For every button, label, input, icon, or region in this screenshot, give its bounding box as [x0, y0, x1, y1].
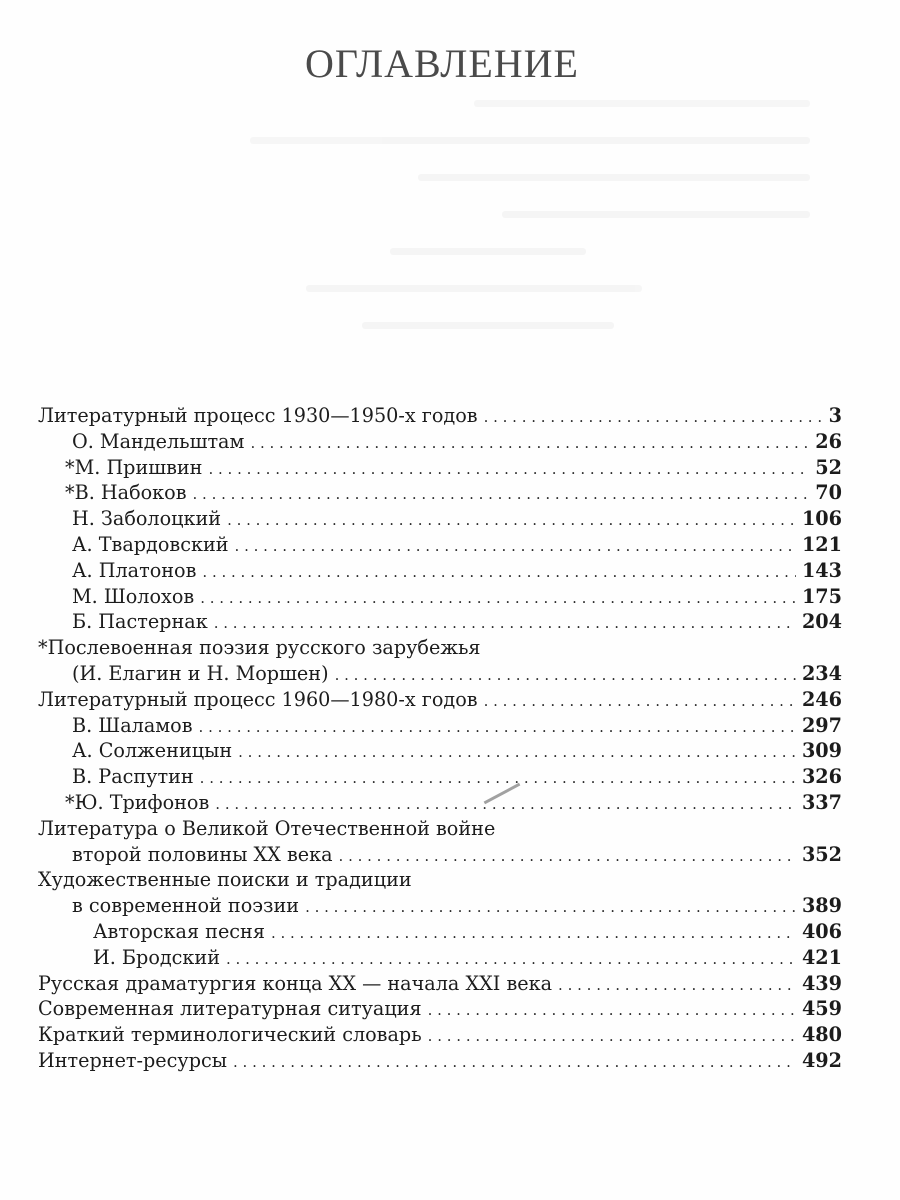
toc-leader-dots [335, 663, 796, 689]
toc-entry [38, 996, 842, 1022]
toc-entry [38, 738, 842, 764]
toc-page-number: 439 [801, 971, 842, 995]
toc-page-number: 389 [801, 894, 842, 918]
toc-entry [38, 455, 842, 481]
toc-entry-label: В. Шаламов [72, 713, 193, 737]
toc-page-number: 106 [801, 507, 842, 531]
toc-entry-label: Авторская песня [93, 919, 265, 943]
toc-entry [38, 764, 842, 790]
toc-page-number: 480 [801, 1023, 842, 1047]
toc-page-number: 246 [801, 687, 842, 711]
toc-leader-dots [214, 611, 796, 637]
toc-page-number: 3 [828, 404, 842, 427]
toc-entry [38, 661, 842, 687]
toc-entry-label: Интернет-ресурсы [38, 1048, 227, 1072]
toc-entry-label: Художественные поиски и традиции [38, 868, 412, 892]
toc-entry-label: А. Солженицын [72, 739, 233, 763]
toc-page-number: 234 [801, 661, 842, 685]
toc-leader-dots [200, 766, 796, 792]
toc-entry [38, 867, 842, 893]
toc-entry-label: Русская драматургия конца XX — начала XXI века [38, 971, 553, 995]
toc-entry [38, 532, 842, 558]
toc-leader-dots [227, 508, 796, 534]
toc-entry [38, 919, 842, 945]
toc-entry-label: Литература о Великой Отечественной войне [38, 816, 496, 840]
page-title: ОГЛАВЛЕНИЕ [305, 41, 579, 86]
toc-leader-dots [339, 844, 796, 870]
toc-leader-dots [250, 431, 809, 457]
toc-entry [38, 635, 842, 661]
toc-leader-dots [271, 921, 796, 947]
table-of-contents [38, 403, 842, 1074]
toc-entry [38, 945, 842, 971]
toc-page-number: 492 [801, 1048, 842, 1072]
bleed-through-text [250, 100, 810, 390]
toc-entry-label: в современной поэзии [72, 894, 300, 918]
toc-entry [38, 790, 842, 816]
toc-leader-dots [233, 1050, 796, 1076]
toc-page-number: 297 [801, 713, 842, 737]
toc-entry [38, 1022, 842, 1048]
toc-page-number: 459 [801, 997, 842, 1021]
toc-page-number: 52 [815, 455, 842, 479]
toc-entry [38, 1048, 842, 1074]
toc-entry [38, 971, 842, 997]
toc-leader-dots [305, 895, 796, 921]
toc-page-number: 204 [801, 610, 842, 634]
toc-entry [38, 480, 842, 506]
toc-leader-dots [484, 689, 796, 715]
toc-entry-label: *Ю. Трифонов [65, 790, 210, 814]
toc-entry-label: И. Бродский [93, 945, 220, 969]
toc-entry [38, 816, 842, 842]
toc-leader-dots [199, 715, 796, 741]
toc-leader-dots [215, 792, 796, 818]
toc-leader-dots [558, 973, 796, 999]
toc-entry [38, 713, 842, 739]
toc-entry-label: Б. Пастернак [72, 610, 208, 634]
toc-page-number: 26 [815, 429, 842, 453]
toc-page-number: 352 [801, 842, 842, 866]
toc-entry [38, 403, 842, 429]
toc-page-number: 421 [801, 945, 842, 969]
toc-leader-dots [238, 740, 796, 766]
toc-entry [38, 842, 842, 868]
toc-page-number: 326 [801, 765, 842, 789]
toc-leader-dots [428, 998, 796, 1024]
toc-entry [38, 584, 842, 610]
toc-entry-label: *Послевоенная поэзия русского зарубежья [38, 636, 481, 660]
toc-entry [38, 893, 842, 919]
toc-page-number: 70 [815, 481, 842, 505]
toc-entry [38, 687, 842, 713]
toc-entry-label: *В. Набоков [65, 481, 187, 505]
toc-entry-label: Современная литературная ситуация [38, 997, 422, 1021]
toc-entry-label: (И. Елагин и Н. Моршен) [72, 661, 329, 685]
toc-page-number: 143 [801, 558, 842, 582]
toc-entry [38, 429, 842, 455]
toc-entry [38, 609, 842, 635]
toc-leader-dots [484, 405, 823, 431]
toc-leader-dots [428, 1024, 796, 1050]
toc-leader-dots [200, 586, 796, 612]
toc-entry-label: В. Распутин [72, 765, 194, 789]
toc-leader-dots [208, 457, 809, 483]
toc-entry-label: Литературный процесс 1960—1980-х годов [38, 687, 478, 711]
toc-entry [38, 506, 842, 532]
toc-entry-label: второй половины XX века [72, 842, 333, 866]
toc-page-number: 121 [801, 532, 842, 556]
toc-leader-dots [235, 534, 796, 560]
toc-page-number: 309 [801, 739, 842, 763]
toc-entry [38, 558, 842, 584]
toc-entry-label: А. Твардовский [72, 532, 229, 556]
toc-entry-label: *М. Пришвин [65, 455, 203, 479]
toc-entry-label: Краткий терминологический словарь [38, 1023, 422, 1047]
toc-entry-label: М. Шолохов [72, 584, 195, 608]
toc-leader-dots [202, 560, 796, 586]
toc-leader-dots [193, 482, 810, 508]
toc-entry-label: Литературный процесс 1930—1950-х годов [38, 404, 478, 427]
toc-page-number: 175 [801, 584, 842, 608]
toc-leader-dots [226, 947, 796, 973]
toc-page-number: 406 [801, 919, 842, 943]
toc-entry-label: О. Мандельштам [72, 429, 245, 453]
toc-entry-label: Н. Заболоцкий [72, 507, 222, 531]
toc-page-number: 337 [801, 790, 842, 814]
toc-entry-label: А. Платонов [72, 558, 197, 582]
